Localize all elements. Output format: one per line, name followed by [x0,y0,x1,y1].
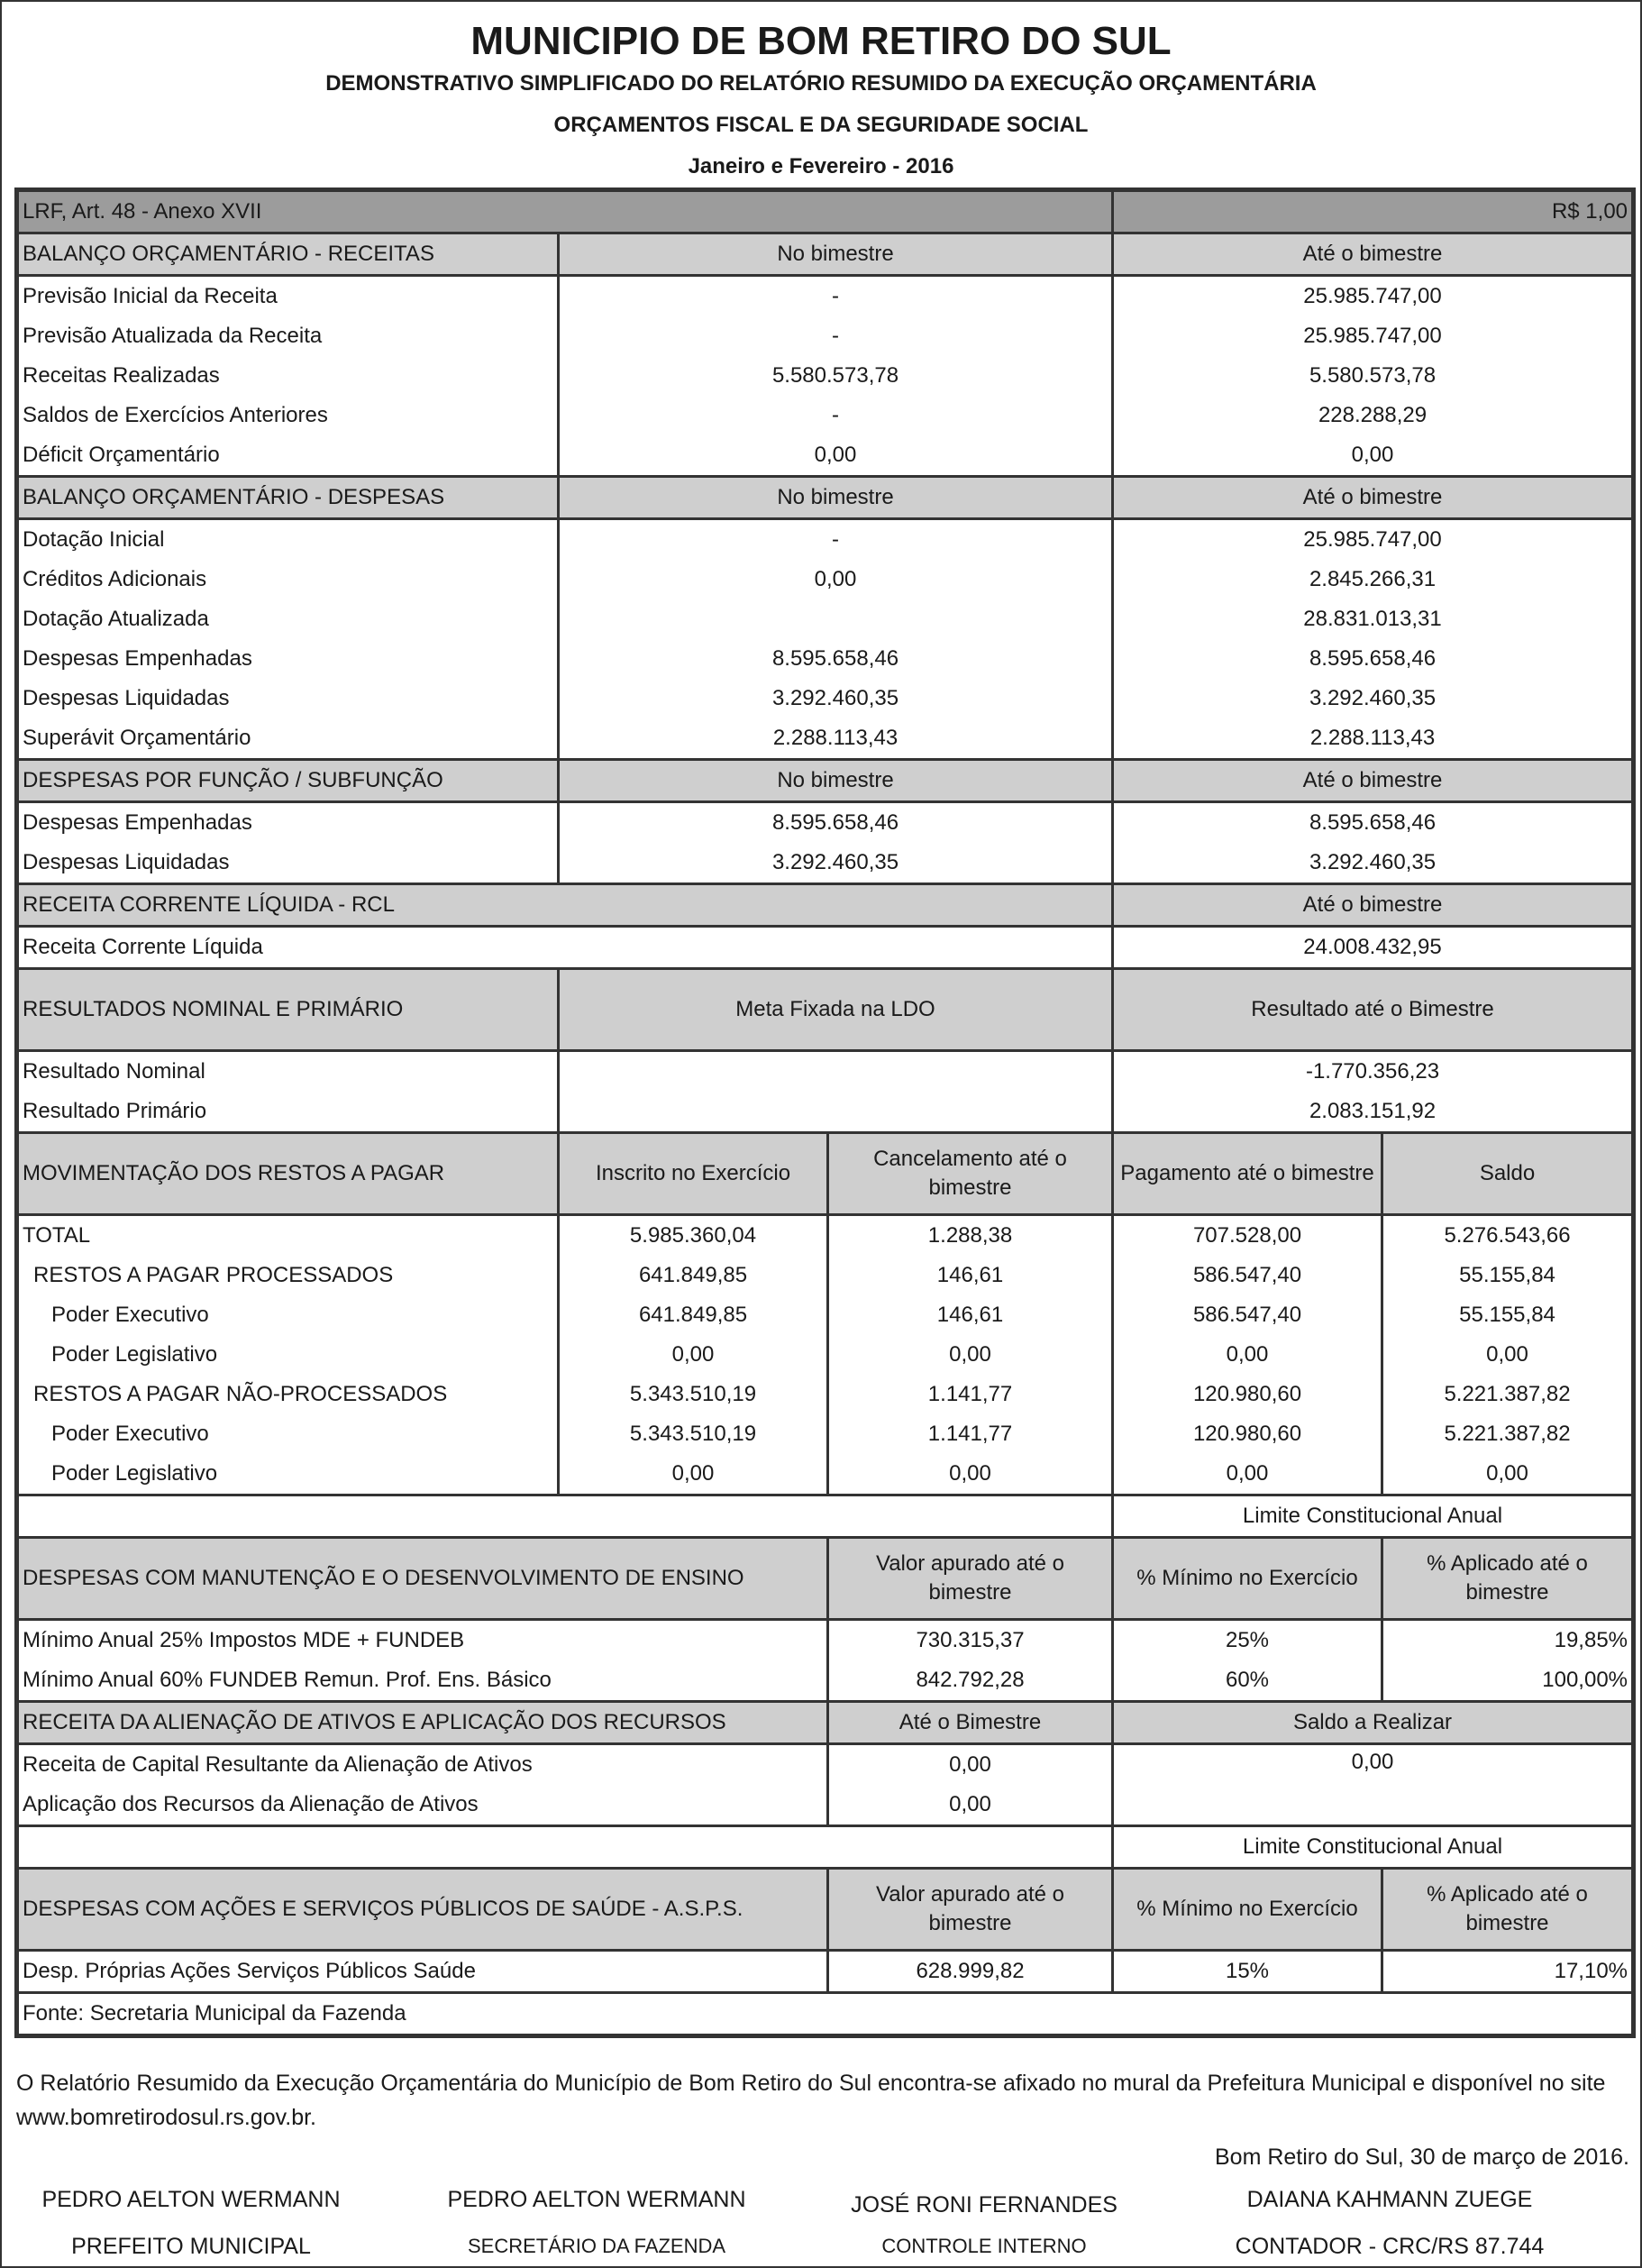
budget-report-table [14,187,1636,2038]
row-label: Receita Corrente Líquida [17,927,1113,969]
row-label: Resultado Nominal [17,1051,559,1093]
cell-value: 1.141,77 [828,1414,1113,1454]
row-label: Dotação Inicial [17,519,559,561]
column-header: Até o bimestre [1113,760,1634,802]
cell-value: 8.595.658,46 [1113,639,1634,679]
column-header: Cancelamento até o bimestre [828,1133,1113,1215]
date-line: Bom Retiro do Sul, 30 de março de 2016. [1215,2145,1629,2170]
cell-value [559,1051,1113,1093]
row-label: Previsão Inicial da Receita [17,276,559,317]
report-subtitle: DEMONSTRATIVO SIMPLIFICADO DO RELATÓRIO RESUMIDO DA EXECUÇÃO ORÇAMENTÁRIA [325,71,1317,96]
table-row [17,356,1634,396]
row-label: Déficit Orçamentário [17,435,559,477]
section-title: BALANÇO ORÇAMENTÁRIO - RECEITAS [17,233,559,276]
cell-value: 5.343.510,19 [559,1375,828,1414]
cell-value: 15% [1113,1951,1382,1993]
column-header: Valor apurado até o bimestre [828,1538,1113,1620]
table-row [17,843,1634,884]
row-label: Mínimo Anual 25% Impostos MDE + FUNDEB [17,1620,828,1661]
limit-label-row [17,1495,1634,1538]
cell-value: 120.980,60 [1113,1414,1382,1454]
column-header: Inscrito no Exercício [559,1133,828,1215]
law-reference-band [17,190,1634,233]
table-row [17,519,1634,561]
cell-value: 2.288.113,43 [559,718,1113,760]
signer-role: SECRETÁRIO DA FAZENDA [467,2235,726,2257]
column-header: % Mínimo no Exercício [1113,1538,1382,1620]
signer-role: PREFEITO MUNICIPAL [71,2234,311,2259]
cell-value: 25.985.747,00 [1113,276,1634,317]
section-title: DESPESAS POR FUNÇÃO / SUBFUNÇÃO [17,760,559,802]
cell-value: - [559,276,1113,317]
section-title: BALANÇO ORÇAMENTÁRIO - DESPESAS [17,477,559,519]
cell-value: - [559,519,1113,561]
limite-constitucional-label: Limite Constitucional Anual [1113,1495,1634,1538]
section-title: MOVIMENTAÇÃO DOS RESTOS A PAGAR [17,1133,559,1215]
cell-value: 0,00 [828,1744,1113,1786]
table-row [17,435,1634,477]
cell-value: 2.083.151,92 [1113,1092,1634,1133]
currency-unit: R$ 1,00 [1113,190,1634,233]
report-header [2,18,1640,180]
section-header-receitas [17,233,1634,276]
column-header: Até o Bimestre [828,1702,1113,1744]
cell-value: 3.292.460,35 [1113,679,1634,718]
source-row [17,1993,1634,2036]
cell-value: 8.595.658,46 [559,802,1113,844]
cell-value: 5.276.543,66 [1382,1215,1634,1257]
table-row [17,1951,1634,1993]
row-label: Previsão Atualizada da Receita [17,316,559,356]
cell-value: 24.008.432,95 [1113,927,1634,969]
cell-value: 5.985.360,04 [559,1215,828,1257]
cell-value: 3.292.460,35 [1113,843,1634,884]
section-header-restos [17,1133,1634,1215]
row-label: Resultado Primário [17,1092,559,1133]
signature-block [20,2181,362,2264]
cell-value: 0,00 [828,1454,1113,1495]
cell-value: 25.985.747,00 [1113,519,1634,561]
cell-value: 60% [1113,1660,1382,1702]
column-header: Saldo [1382,1133,1634,1215]
row-label: Despesas Liquidadas [17,843,559,884]
column-header: Até o bimestre [1113,884,1634,927]
cell-value: 628.999,82 [828,1951,1113,1993]
cell-value: - [559,316,1113,356]
table-row [17,316,1634,356]
cell-value: 0,00 [828,1785,1113,1826]
row-label: Receita de Capital Resultante da Alienação de Ativos [17,1744,828,1786]
row-label: Superávit Orçamentário [17,718,559,760]
column-header: Pagamento até o bimestre [1113,1133,1382,1215]
table-row [17,639,1634,679]
row-label: Créditos Adicionais [17,560,559,599]
cell-value: 146,61 [828,1295,1113,1335]
cell-value: 0,00 [1382,1335,1634,1375]
row-label: TOTAL [17,1215,559,1257]
cell-value: 0,00 [828,1335,1113,1375]
cell-value: 8.595.658,46 [559,639,1113,679]
column-header: Meta Fixada na LDO [559,969,1113,1051]
cell-value: 0,00 [1113,435,1634,477]
table-row [17,1744,1634,1786]
cell-value: 0,00 [559,1335,828,1375]
limite-constitucional-label: Limite Constitucional Anual [1113,1826,1634,1869]
row-label: Poder Executivo [17,1295,559,1335]
column-header: Saldo a Realizar [1113,1702,1634,1744]
cell-value: 1.141,77 [828,1375,1113,1414]
column-header: No bimestre [559,477,1113,519]
row-label: Receitas Realizadas [17,356,559,396]
cell-value: 586.547,40 [1113,1256,1382,1295]
table-row [17,599,1634,639]
row-label: Aplicação dos Recursos da Alienação de Ativos [17,1785,828,1826]
cell-value: 25.985.747,00 [1113,316,1634,356]
cell-value: 120.980,60 [1113,1375,1382,1414]
table-row [17,718,1634,760]
section-header-funcao [17,760,1634,802]
cell-value: 146,61 [828,1256,1113,1295]
source-note: Fonte: Secretaria Municipal da Fazenda [17,1993,1634,2036]
row-label: Poder Legislativo [17,1454,559,1495]
cell-value: 0,00 [559,1454,828,1495]
cell-value: 842.792,28 [828,1660,1113,1702]
cell-value: 5.221.387,82 [1382,1414,1634,1454]
signer-role: CONTADOR - CRC/RS 87.744 [1235,2234,1545,2259]
cell-value: 5.343.510,19 [559,1414,828,1454]
law-reference: LRF, Art. 48 - Anexo XVII [17,190,1113,233]
column-header: Até o bimestre [1113,233,1634,276]
table-row [17,1660,1634,1702]
signatures [2,2181,1642,2263]
table-row [17,1620,1634,1661]
cell-value: 5.580.573,78 [1113,356,1634,396]
row-label: Poder Executivo [17,1414,559,1454]
row-label: Mínimo Anual 60% FUNDEB Remun. Prof. Ens. Básico [17,1660,828,1702]
signer-name: PEDRO AELTON WERMANN [41,2187,341,2212]
section-title: RECEITA DA ALIENAÇÃO DE ATIVOS E APLICAÇÃO DOS RECURSOS [17,1702,828,1744]
table-row [17,927,1634,969]
table-row [17,1256,1634,1295]
signer-name: JOSÉ RONI FERNANDES [851,2192,1117,2218]
table-row [17,1215,1634,1257]
cell-value: 730.315,37 [828,1620,1113,1661]
publication-note: O Relatório Resumido da Execução Orçamentária do Município de Bom Retiro do Sul encontra-se afixado no mural da Prefeitura Municipal e disponível no site www.bomretirodosul.rs.gov.br. [16,2071,1606,2130]
row-label: Despesas Empenhadas [17,802,559,844]
cell-value: 641.849,85 [559,1295,828,1335]
cell-value: 8.595.658,46 [1113,802,1634,844]
cell-value: -1.770.356,23 [1113,1051,1634,1093]
cell-value: 3.292.460,35 [559,843,1113,884]
cell-value: 707.528,00 [1113,1215,1382,1257]
table-row [17,1335,1634,1375]
section-header-resultados [17,969,1634,1051]
report-scope: ORÇAMENTOS FISCAL E DA SEGURIDADE SOCIAL [553,113,1089,137]
column-header: No bimestre [559,233,1113,276]
column-header: Valor apurado até o bimestre [828,1869,1113,1951]
page-title: MUNICIPIO DE BOM RETIRO DO SUL [470,19,1172,63]
signer-role: CONTROLE INTERNO [881,2235,1087,2257]
signature-block [1191,2181,1588,2264]
section-header-saude [17,1869,1634,1951]
column-header: % Mínimo no Exercício [1113,1869,1382,1951]
blank-cell [17,1495,1113,1538]
table-row [17,1092,1634,1133]
table-row [17,1375,1634,1414]
report-period: Janeiro e Fevereiro - 2016 [688,154,954,178]
blank-cell [17,1826,1113,1869]
section-title: RESULTADOS NOMINAL E PRIMÁRIO [17,969,559,1051]
cell-value: 0,00 [559,435,1113,477]
cell-value: 2.288.113,43 [1113,718,1634,760]
section-header-alienacao [17,1702,1634,1744]
cell-value: 1.288,38 [828,1215,1113,1257]
cell-value: 228.288,29 [1113,396,1634,435]
cell-value: 0,00 [559,560,1113,599]
row-label: Poder Legislativo [17,1335,559,1375]
cell-value: 0,00 [1113,1454,1382,1495]
table-row [17,1414,1634,1454]
cell-value: 586.547,40 [1113,1295,1382,1335]
cell-value: 100,00% [1382,1660,1634,1702]
table-row [17,802,1634,844]
section-title: DESPESAS COM AÇÕES E SERVIÇOS PÚBLICOS DE SAÚDE - A.S.P.S. [17,1869,828,1951]
table-row [17,276,1634,317]
limit-label-row [17,1826,1634,1869]
cell-value: 55.155,84 [1382,1295,1634,1335]
row-label: RESTOS A PAGAR PROCESSADOS [17,1256,559,1295]
cell-value: 28.831.013,31 [1113,599,1634,639]
table-row [17,1295,1634,1335]
cell-value: 17,10% [1382,1951,1634,1993]
signature-block [813,2181,1155,2264]
table-row [17,1051,1634,1093]
row-label: Desp. Próprias Ações Serviços Públicos Saúde [17,1951,828,1993]
section-title: DESPESAS COM MANUTENÇÃO E O DESENVOLVIMENTO DE ENSINO [17,1538,828,1620]
cell-value: 19,85% [1382,1620,1634,1661]
cell-value: 55.155,84 [1382,1256,1634,1295]
cell-value: 0,00 [1113,1335,1382,1375]
cell-value: 2.845.266,31 [1113,560,1634,599]
cell-value: 5.221.387,82 [1382,1375,1634,1414]
cell-value: 641.849,85 [559,1256,828,1295]
cell-value: 5.580.573,78 [559,356,1113,396]
cell-value [559,599,1113,639]
row-label: Despesas Liquidadas [17,679,559,718]
column-header: Resultado até o Bimestre [1113,969,1634,1051]
row-label: RESTOS A PAGAR NÃO-PROCESSADOS [17,1375,559,1414]
signer-name: DAIANA KAHMANN ZUEGE [1246,2187,1533,2212]
section-header-despesas [17,477,1634,519]
row-label: Dotação Atualizada [17,599,559,639]
column-header: Até o bimestre [1113,477,1634,519]
row-label: Despesas Empenhadas [17,639,559,679]
section-header-rcl [17,884,1634,927]
cell-value: 0,00 [1113,1744,1634,1826]
column-header: % Aplicado até o bimestre [1382,1869,1634,1951]
section-title: RECEITA CORRENTE LÍQUIDA - RCL [17,884,1113,927]
signer-name: PEDRO AELTON WERMANN [447,2187,746,2212]
table-row [17,679,1634,718]
table-row [17,1454,1634,1495]
cell-value [559,1092,1113,1133]
signature-block [416,2181,777,2264]
column-header: No bimestre [559,760,1113,802]
cell-value: 3.292.460,35 [559,679,1113,718]
cell-value: - [559,396,1113,435]
cell-value: 25% [1113,1620,1382,1661]
table-row [17,396,1634,435]
row-label: Saldos de Exercícios Anteriores [17,396,559,435]
cell-value: 0,00 [1382,1454,1634,1495]
column-header: % Aplicado até o bimestre [1382,1538,1634,1620]
section-header-ensino [17,1538,1634,1620]
table-row [17,560,1634,599]
